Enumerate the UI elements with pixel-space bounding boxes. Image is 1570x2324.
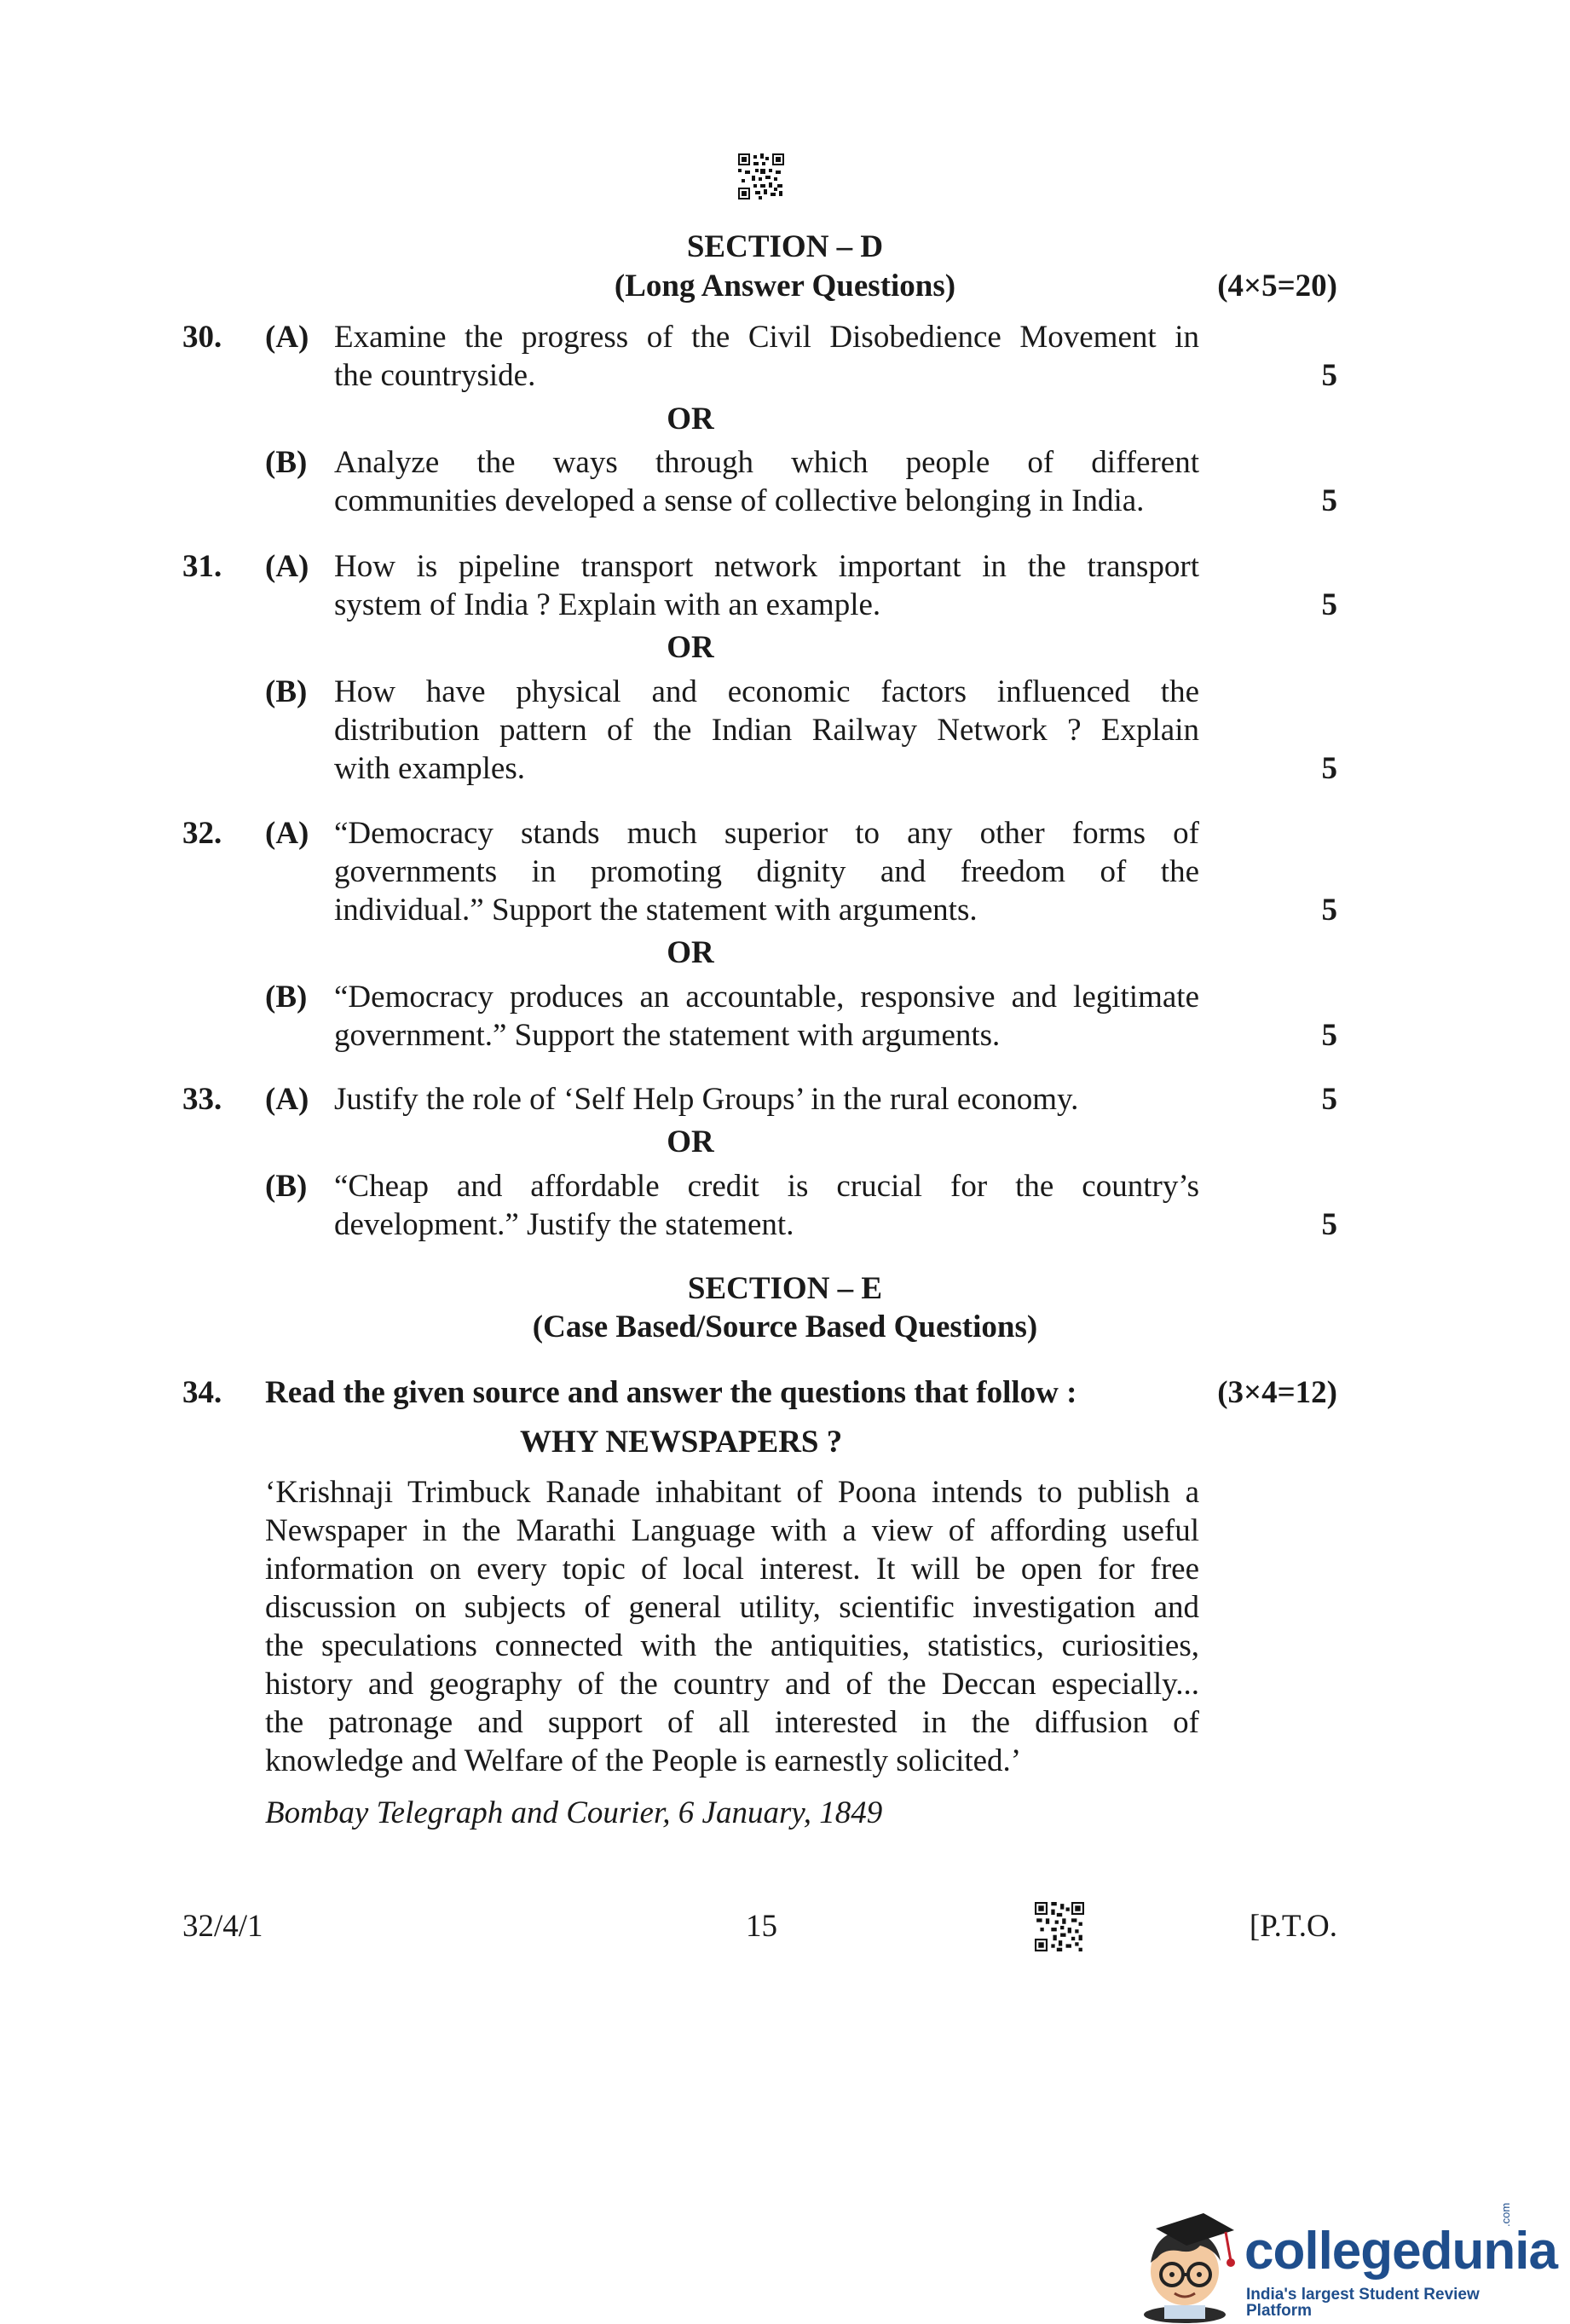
section-e-heading: SECTION – E — [687, 1271, 883, 1306]
option-b-line: Analyze the ways through which people of different — [334, 445, 1199, 480]
option-a-line: the countryside. — [334, 358, 536, 393]
question-number: 33. — [182, 1082, 222, 1117]
option-b-letter: (B) — [265, 980, 308, 1015]
option-b-line: development.” Justify the statement. — [334, 1207, 794, 1242]
or-separator: OR — [667, 1124, 714, 1159]
passage-line: history and geography of the country and of the Deccan especially... — [265, 1667, 1199, 1702]
question-number: 30. — [182, 320, 222, 355]
marks: 5 — [1321, 893, 1337, 928]
page-number: 15 — [746, 1909, 777, 1944]
section-d-subheading: (Long Answer Questions) — [614, 269, 956, 304]
passage-line: ‘Krishnaji Trimbuck Ranade inhabitant of Poona intends to publish a — [265, 1475, 1199, 1510]
option-b-line: with examples. — [334, 751, 526, 786]
question-marks: (3×4=12) — [1217, 1375, 1337, 1410]
marks: 5 — [1321, 1207, 1337, 1242]
passage-line: the patronage and support of all interested in the diffusion of — [265, 1705, 1199, 1740]
section-d-heading: SECTION – D — [686, 229, 884, 264]
passage-line: the speculations connected with the antiquities, statistics, curiosities, — [265, 1628, 1199, 1663]
brand-tagline: India's largest Student Review Platform — [1246, 2286, 1480, 2320]
option-b-line: How have physical and economic factors influenced the — [334, 674, 1199, 709]
question-number: 32. — [182, 816, 222, 851]
option-b-letter: (B) — [265, 674, 308, 709]
source-passage — [265, 1473, 1199, 1780]
option-b-line: distribution pattern of the Indian Railway Network ? Explain — [334, 713, 1199, 748]
option-a-letter: (A) — [265, 1082, 309, 1117]
marks: 5 — [1321, 358, 1337, 393]
or-separator: OR — [667, 402, 714, 436]
option-a-line: governments in promoting dignity and freedom of the — [334, 854, 1199, 889]
option-a-letter: (A) — [265, 816, 309, 851]
section-e-subheading: (Case Based/Source Based Questions) — [532, 1309, 1038, 1344]
please-turn-over: [P.T.O. — [1249, 1909, 1337, 1944]
option-b-line: communities developed a sense of collective belonging in India. — [334, 483, 1145, 518]
collegedunia-logo — [1125, 2200, 1557, 2320]
source-citation: Bombay Telegraph and Courier, 6 January, 1849 — [265, 1795, 883, 1830]
passage-line: information on every topic of local interest. It will be open for free — [265, 1552, 1199, 1587]
question-number: 34. — [182, 1375, 222, 1410]
option-a-letter: (A) — [265, 320, 309, 355]
option-a-line: individual.” Support the statement with arguments. — [334, 893, 978, 928]
marks: 5 — [1321, 1082, 1337, 1117]
source-title: WHY NEWSPAPERS ? — [520, 1425, 843, 1460]
passage-line: Newspaper in the Marathi Language with a view of affording useful — [265, 1513, 1199, 1548]
marks: 5 — [1321, 1018, 1337, 1053]
option-a-line: Justify the role of ‘Self Help Groups’ in the rural economy. — [334, 1082, 1079, 1117]
passage-line: discussion on subjects of general utility, scientific investigation and — [265, 1590, 1199, 1625]
marks: 5 — [1321, 751, 1337, 786]
or-separator: OR — [667, 935, 714, 970]
brand-domain: .com — [1499, 2202, 1512, 2227]
option-b-letter: (B) — [265, 1169, 308, 1204]
mascot-icon — [1125, 2200, 1244, 2319]
option-a-line: How is pipeline transport network important in the transport — [334, 549, 1199, 584]
marks: 5 — [1321, 587, 1337, 622]
question-number: 31. — [182, 549, 222, 584]
question-instruction: Read the given source and answer the questions that follow : — [265, 1375, 1077, 1410]
qr-code-footer — [1035, 1902, 1084, 1951]
option-b-line: “Democracy produces an accountable, responsive and legitimate — [334, 980, 1199, 1015]
section-d-marks: (4×5=20) — [1217, 269, 1337, 304]
passage-line: knowledge and Welfare of the People is earnestly solicited.’ — [265, 1743, 1022, 1778]
brand-name: collegedunia — [1244, 2222, 1557, 2281]
option-a-letter: (A) — [265, 549, 309, 584]
or-separator: OR — [667, 630, 714, 665]
option-b-letter: (B) — [265, 445, 308, 480]
marks: 5 — [1321, 483, 1337, 518]
option-b-line: “Cheap and affordable credit is crucial for the country’s — [334, 1169, 1199, 1204]
option-b-line: government.” Support the statement with arguments. — [334, 1018, 1001, 1053]
qr-code-top — [738, 153, 784, 199]
option-a-line: “Democracy stands much superior to any other forms of — [334, 816, 1199, 851]
option-a-line: Examine the progress of the Civil Disobedience Movement in — [334, 320, 1199, 355]
option-a-line: system of India ? Explain with an example. — [334, 587, 881, 622]
paper-code: 32/4/1 — [182, 1909, 263, 1944]
